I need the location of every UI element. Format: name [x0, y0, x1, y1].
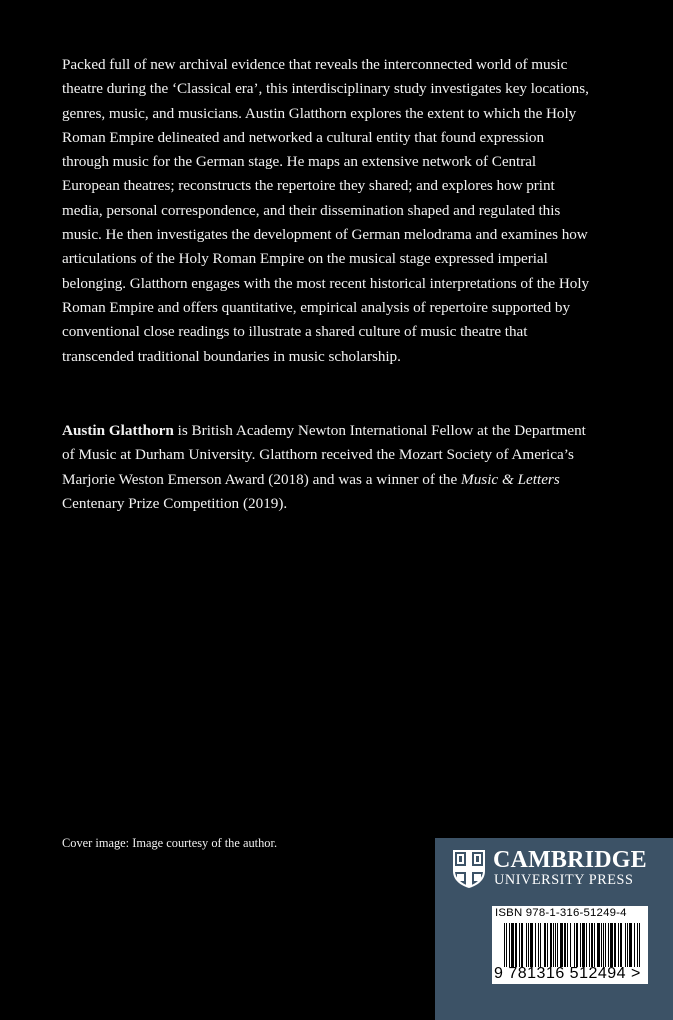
bio-journal-title: Music & Letters: [461, 470, 560, 488]
barcode-bar: [580, 923, 581, 967]
barcode-bar: [582, 923, 585, 967]
bio-text-2: Centenary Prize Competition (2019).: [62, 494, 288, 512]
publisher-panel: [435, 838, 673, 1020]
barcode-bar: [639, 923, 640, 967]
barcode-bar: [576, 923, 578, 967]
barcode-bar: [544, 923, 546, 967]
barcode-bar: [589, 923, 590, 967]
cover-image-credit: Cover image: Image courtesy of the author.: [62, 836, 278, 850]
barcode-bar: [637, 923, 638, 967]
isbn-label: ISBN 978-1-316-51249-4: [495, 907, 627, 919]
barcode-bar: [504, 923, 505, 967]
barcode-bar: [567, 923, 568, 967]
barcode-digits: 9 781316 512494 >: [494, 965, 641, 982]
barcode-bar: [530, 923, 533, 967]
bio-author-name: Austin Glatthorn: [62, 422, 174, 439]
barcode-bar: [625, 923, 626, 967]
cambridge-crest-icon: [452, 849, 486, 889]
barcode-bar: [515, 923, 517, 967]
barcode-bar: [601, 923, 602, 967]
barcode-bar: [557, 923, 558, 967]
barcode-bar: [610, 923, 613, 967]
barcode-bar: [570, 923, 571, 967]
barcode-bar: [538, 923, 539, 967]
barcode-bar: [535, 923, 536, 967]
barcode-bar: [629, 923, 632, 967]
barcode-bar: [618, 923, 619, 967]
barcode-bar: [591, 923, 593, 967]
barcode-bar: [511, 923, 514, 967]
barcode-bar: [597, 923, 600, 967]
blurb-paragraph: Packed full of new archival evidence that reveals the interconnected world of music theatre during the ‘Classical era’, this interdisciplinary study investigates key locations, genres, music, and musicians. Austin Glatthorn explores the extent to which the Holy Roman Empire delineated and networked a cultural entity that found expression through music for the German stage. He maps an extensive network of Central European theatres; reconstructs the repertoire they shared; and explores how print media, personal correspondence, and their dissemination shaped and regulated this music. He then investigates the development of German melodrama and examines how articulations of the Holy Roman Empire on the musical stage expressed imperial belonging. Glatthorn engages with the most recent historical interpretations of the Holy Roman Empire and offers quantitative, empirical analysis of repertoire supported by conventional close readings to illustrate a shared culture of music theatre that transcended traditional boundaries in music scholarship.: [62, 56, 590, 365]
barcode-bar: [526, 923, 527, 967]
barcode-bar: [594, 923, 595, 967]
barcode-bar: [521, 923, 523, 967]
barcode-bar: [528, 923, 529, 967]
barcode-bar: [574, 923, 575, 967]
barcode-bar: [620, 923, 622, 967]
barcode-bars: [504, 923, 640, 967]
barcode-bar: [603, 923, 604, 967]
barcode-bar: [509, 923, 510, 967]
barcode-bar: [586, 923, 587, 967]
barcode-bar: [540, 923, 541, 967]
barcode-bar: [608, 923, 609, 967]
barcode-bar: [555, 923, 556, 967]
barcode-bar: [550, 923, 552, 967]
barcode-bar: [560, 923, 563, 967]
author-bio: [62, 419, 592, 516]
barcode-bar: [553, 923, 554, 967]
barcode-bar: [547, 923, 548, 967]
isbn-barcode: [492, 906, 648, 984]
barcode-bar: [564, 923, 566, 967]
barcode-bar: [519, 923, 520, 967]
barcode-bar: [614, 923, 616, 967]
barcode-bar: [627, 923, 628, 967]
bio-text-1: is British Academy Newton International Fellow at the Department of Music at Durham University. Glatthorn received the Mozart Society of America’s Marjorie Weston Emerson Award (2018) and was a winner of the: [62, 422, 586, 488]
publisher-name: CAMBRIDGE: [493, 847, 647, 873]
barcode-bar: [605, 923, 606, 967]
barcode-bar: [506, 923, 507, 967]
publisher-subname: UNIVERSITY PRESS: [494, 872, 634, 888]
barcode-bar: [634, 923, 635, 967]
